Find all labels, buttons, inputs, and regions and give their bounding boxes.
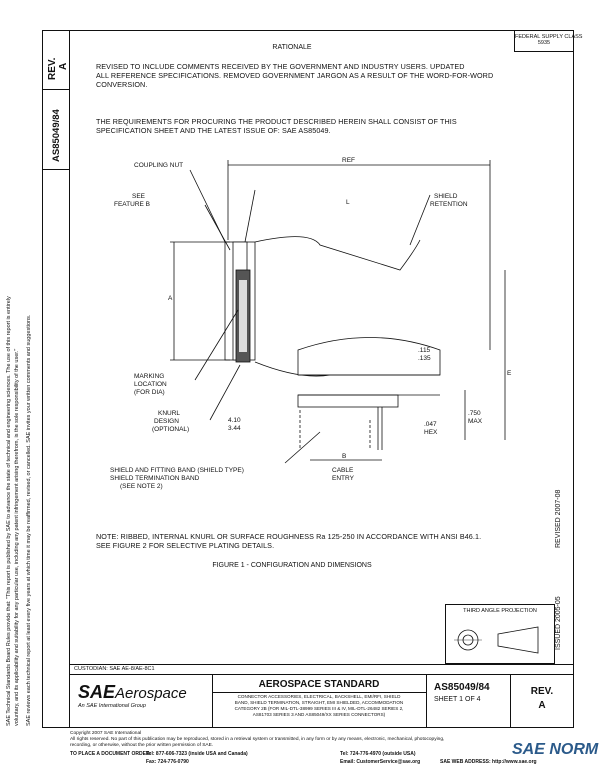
- footer-rights-2: recording, or otherwise, without the prior written permission of SAE.: [70, 743, 214, 748]
- projection-box: [445, 604, 555, 664]
- label-cable: CABLE: [332, 467, 354, 474]
- titleblock-sheet: SHEET 1 OF 4: [434, 696, 481, 703]
- desc-line-4: AS81703 SERIES 3 AND AS85049/XX SERIES CONNECTORS): [252, 712, 386, 717]
- rationale-line-3: CONVERSION.: [96, 80, 148, 89]
- label-for-dia: (FOR DIA): [134, 389, 165, 396]
- sae-norm-watermark: SAE NORM: [512, 741, 599, 758]
- left-doc-number: AS85049/84: [51, 109, 62, 162]
- footer-email: Email: CustomerService@sae.org: [340, 759, 421, 765]
- desc-line-1: CONNECTOR ACCESSORIES, ELECTRICAL, BACKSHELL, EMI/RFI, SHIELD: [237, 694, 401, 699]
- label-design: DESIGN: [154, 418, 179, 425]
- label-dim-b: B: [342, 453, 347, 460]
- left-rev-cell: [42, 30, 70, 90]
- requirements-text: [96, 117, 556, 135]
- figure-caption: FIGURE 1 - CONFIGURATION AND DIMENSIONS: [212, 562, 372, 569]
- custodian: CUSTODIAN: SAE AE-8/AE-8C1: [74, 666, 155, 672]
- logo-aero: Aerospace: [115, 685, 187, 702]
- left-rev-value: A: [58, 62, 69, 70]
- notes: [96, 532, 556, 550]
- footer-web-link[interactable]: SAE WEB ADDRESS: http://www.sae.org: [440, 759, 537, 765]
- titleblock-doc-number: AS85049/84: [434, 682, 490, 693]
- revised-date: REVISED 2007-08: [555, 489, 562, 548]
- issued-date: ISSUED 2005-05: [555, 596, 562, 650]
- titleblock-top-line: [70, 664, 574, 665]
- label-dim-115: .115: [418, 347, 431, 354]
- label-hex: HEX: [424, 429, 438, 436]
- label-optional: (OPTIONAL): [152, 426, 190, 433]
- footer-tel-1: Tel: 877-606-7323 (inside USA and Canada): [146, 751, 248, 757]
- label-feature-b: FEATURE B: [114, 201, 150, 208]
- logo-sae: SAE: [78, 682, 116, 702]
- label-max: MAX: [468, 418, 483, 425]
- label-dim-344: 3.44: [228, 425, 241, 432]
- sae-logo: [78, 682, 208, 709]
- label-dim-750: .750: [468, 410, 481, 417]
- titleblock-rev-value: A: [538, 700, 546, 711]
- requirements-line-1: THE REQUIREMENTS FOR PROCURING THE PRODUCT DESCRIBED HEREIN SHALL CONSIST OF THIS: [96, 117, 457, 126]
- label-shield-band-3: (SEE NOTE 2): [120, 483, 163, 490]
- rationale-text: [96, 62, 556, 89]
- label-knurl: KNURL: [158, 410, 181, 417]
- footer-tel-2: Tel: 724-776-4970 (outside USA): [340, 751, 416, 757]
- label-dim-e: E: [507, 370, 512, 377]
- label-location: LOCATION: [134, 381, 167, 388]
- fsc-label: FEDERAL SUPPLY CLASS: [515, 34, 583, 40]
- label-shield-band-2: SHIELD TERMINATION BAND: [110, 475, 200, 482]
- projection-symbol: [446, 614, 554, 658]
- side-notice-line3: SAE reviews each technical report at least every five years at which time it may be reaffirmed, revised, or cancelled. SAE invites your written comments and suggestions.: [26, 314, 32, 726]
- label-entry: ENTRY: [332, 475, 354, 482]
- label-shield: SHIELD: [434, 193, 458, 200]
- titleblock-rev-label: REV.: [530, 686, 554, 697]
- note-line-1: NOTE: RIBBED, INTERNAL KNURL OR SURFACE ROUGHNESS Ra 125-250 IN ACCORDANCE WITH ANSI B46.1.: [96, 532, 482, 541]
- label-coupling-nut: COUPLING NUT: [134, 162, 184, 169]
- side-notice-line1: SAE Technical Standards Board Rules provide that: "This report is published by SAE to advance the state of technical and engineering sciences. The use of this report is entirely: [6, 296, 12, 726]
- label-l: L: [346, 199, 350, 206]
- label-dim-410: 4.10: [228, 417, 241, 424]
- footer-order-label: TO PLACE A DOCUMENT ORDER:: [70, 751, 152, 757]
- projection-label: THIRD ANGLE PROJECTION: [463, 608, 537, 614]
- logo-sub: An SAE International Group: [78, 703, 146, 709]
- label-ref: REF: [342, 157, 355, 164]
- left-rev-label: REV.: [47, 57, 58, 80]
- label-dim-135: .135: [418, 355, 431, 362]
- label-shield-band-1: SHIELD AND FITTING BAND (SHIELD TYPE): [110, 467, 244, 474]
- rationale-line-1: REVISED TO INCLUDE COMMENTS RECEIVED BY THE GOVERNMENT AND INDUSTRY USERS. UPDATED: [96, 62, 465, 71]
- standard-description: [212, 694, 426, 718]
- footer-copyright: Copyright 2007 SAE International: [70, 731, 142, 736]
- footer-fax: Fax: 724-776-0790: [146, 759, 189, 765]
- side-notice-line2: voluntary, and its applicability and suitability for any particular use, including any patent infringement arising therefrom, is the sole responsibility of the user.": [14, 348, 20, 726]
- rationale-line-2: ALL REFERENCE SPECIFICATIONS. REMOVED GOVERNMENT JARGON AS A RESULT OF THE WORD-FOR-WORD: [96, 71, 494, 80]
- label-dim-a: A: [168, 295, 173, 302]
- requirements-line-2: SPECIFICATION SHEET AND THE LATEST ISSUE OF: SAE AS85049.: [96, 126, 331, 135]
- footer: [70, 731, 574, 749]
- label-see: SEE: [132, 193, 146, 200]
- fsc-number: 5935: [537, 40, 551, 46]
- titleblock-divider-2: [426, 674, 427, 728]
- titleblock-line-3: [212, 692, 426, 693]
- titleblock-line-2: [70, 674, 574, 675]
- left-docnum-cell: [42, 90, 70, 170]
- standard-title: AEROSPACE STANDARD: [258, 679, 380, 690]
- label-marking: MARKING: [134, 373, 165, 380]
- label-dia-hex: .047: [424, 421, 437, 428]
- note-line-2: SEE FIGURE 2 FOR SELECTIVE PLATING DETAILS.: [96, 541, 275, 550]
- desc-line-3: CATEGORY 2B (FOR MIL-DTL-38999 SERIES III & IV, MIL-DTL-26482 SERIES 2,: [234, 706, 404, 711]
- connector-drawing: [70, 150, 574, 510]
- desc-line-2: BAND, SHIELD TERMINATION, STRAIGHT, EMI SHIELDED, ACCOMMODATION: [234, 700, 404, 705]
- label-retention: RETENTION: [430, 201, 468, 208]
- fsc-box: [514, 30, 583, 52]
- rationale-title: RATIONALE: [272, 44, 312, 51]
- footer-rights: All rights reserved. No part of this publication may be reproduced, stored in a retrieval system or transmitted, in any form or by any means, electronic, mechanical, photocopying,: [70, 737, 445, 742]
